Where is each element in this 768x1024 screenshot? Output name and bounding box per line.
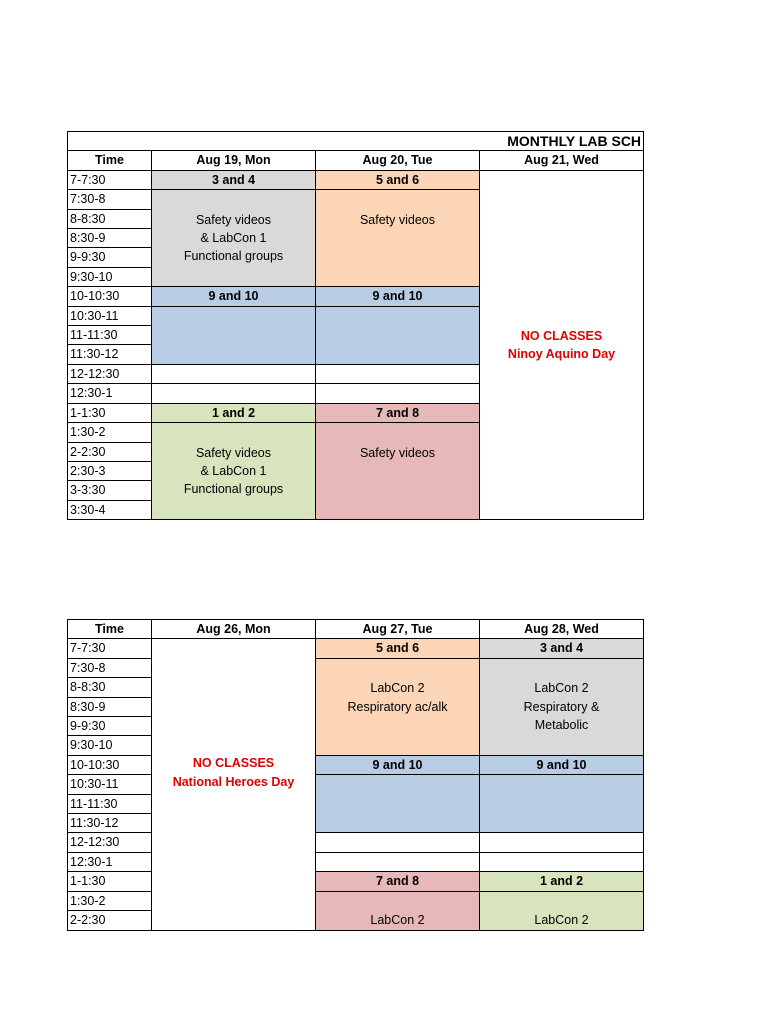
day-header-tue: Aug 27, Tue: [316, 620, 480, 639]
time-slot: 7:30-8: [68, 658, 152, 677]
tue-am-group: 5 and 6: [316, 170, 480, 189]
time-slot: 12:30-1: [68, 852, 152, 871]
time-slot: 11-11:30: [68, 794, 152, 813]
mon-am-group: 3 and 4: [152, 170, 316, 189]
time-slot: 3:30-4: [68, 500, 152, 519]
wed-pm-activity: LabCon 2: [480, 891, 644, 930]
time-slot: 12-12:30: [68, 833, 152, 852]
time-slot: 9-9:30: [68, 248, 152, 267]
tue-mid-block: [316, 306, 480, 364]
empty-cell: [316, 852, 480, 871]
time-slot: 2-2:30: [68, 911, 152, 930]
time-header: Time: [68, 151, 152, 170]
wed-am-group: 3 and 4: [480, 639, 644, 658]
empty-cell: [480, 852, 644, 871]
empty-cell: [152, 364, 316, 383]
time-slot: 1:30-2: [68, 423, 152, 442]
time-slot: 7-7:30: [68, 639, 152, 658]
empty-cell: [316, 364, 480, 383]
day-header-tue: Aug 20, Tue: [316, 151, 480, 170]
tue-mid-group: 9 and 10: [316, 755, 480, 774]
day-header-wed: Aug 21, Wed: [480, 151, 644, 170]
time-slot: 9:30-10: [68, 736, 152, 755]
mon-am-activity: Safety videos & LabCon 1 Functional groups: [152, 190, 316, 287]
time-slot: 1:30-2: [68, 891, 152, 910]
time-slot: 8:30-9: [68, 697, 152, 716]
week2-schedule-table: [67, 619, 644, 931]
mon-mid-group: 9 and 10: [152, 287, 316, 306]
time-slot: 11:30-12: [68, 345, 152, 364]
week2-header-row: [68, 620, 644, 639]
time-slot: 7-7:30: [68, 170, 152, 189]
wed-mid-block: [480, 775, 644, 833]
time-header: Time: [68, 620, 152, 639]
tue-am-activity: Safety videos: [316, 190, 480, 287]
tue-am-activity: LabCon 2 Respiratory ac/alk: [316, 658, 480, 755]
mon-mid-block: [152, 306, 316, 364]
day-header-wed: Aug 28, Wed: [480, 620, 644, 639]
empty-cell: [480, 833, 644, 852]
mon-no-classes-notice: NO CLASSES National Heroes Day: [152, 639, 316, 930]
empty-cell: [316, 384, 480, 403]
time-slot: 1-1:30: [68, 872, 152, 891]
wed-no-classes-notice: NO CLASSES Ninoy Aquino Day: [480, 170, 644, 519]
time-slot: 9:30-10: [68, 267, 152, 286]
wed-mid-group: 9 and 10: [480, 755, 644, 774]
time-slot: 12:30-1: [68, 384, 152, 403]
time-slot: 8-8:30: [68, 678, 152, 697]
wed-pm-group: 1 and 2: [480, 872, 644, 891]
mon-pm-activity: Safety videos & LabCon 1 Functional groups: [152, 423, 316, 520]
tue-pm-activity: LabCon 2: [316, 891, 480, 930]
time-slot: 2:30-3: [68, 461, 152, 480]
week1-schedule-table: [67, 131, 644, 520]
time-slot: 10-10:30: [68, 287, 152, 306]
tue-mid-block: [316, 775, 480, 833]
time-slot: 10:30-11: [68, 306, 152, 325]
day-header-mon: Aug 19, Mon: [152, 151, 316, 170]
day-header-mon: Aug 26, Mon: [152, 620, 316, 639]
time-slot: 11:30-12: [68, 814, 152, 833]
time-slot: 10:30-11: [68, 775, 152, 794]
time-slot: 8-8:30: [68, 209, 152, 228]
tue-pm-group: 7 and 8: [316, 872, 480, 891]
tue-pm-activity: Safety videos: [316, 423, 480, 520]
tue-pm-group: 7 and 8: [316, 403, 480, 422]
mon-pm-group: 1 and 2: [152, 403, 316, 422]
time-slot: 8:30-9: [68, 229, 152, 248]
time-slot: 9-9:30: [68, 717, 152, 736]
week1-header-row: [68, 151, 644, 170]
time-slot: 1-1:30: [68, 403, 152, 422]
time-slot: 7:30-8: [68, 190, 152, 209]
tue-am-group: 5 and 6: [316, 639, 480, 658]
empty-cell: [152, 384, 316, 403]
wed-am-activity: LabCon 2 Respiratory & Metabolic: [480, 658, 644, 755]
schedule-title: MONTHLY LAB SCH: [68, 132, 644, 151]
time-slot: 12-12:30: [68, 364, 152, 383]
empty-cell: [316, 833, 480, 852]
time-slot: 2-2:30: [68, 442, 152, 461]
time-slot: 11-11:30: [68, 326, 152, 345]
tue-mid-group: 9 and 10: [316, 287, 480, 306]
time-slot: 10-10:30: [68, 755, 152, 774]
time-slot: 3-3:30: [68, 481, 152, 500]
